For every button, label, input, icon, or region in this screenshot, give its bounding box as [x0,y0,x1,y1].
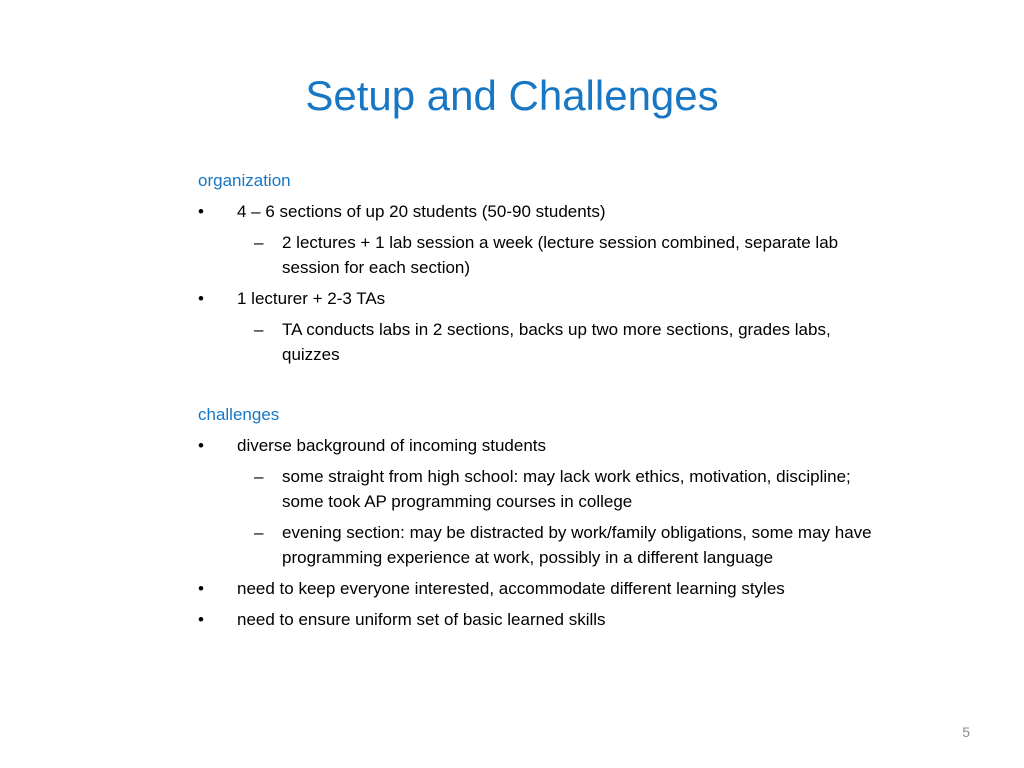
bullet-icon: • [198,436,204,455]
bullet-item [198,199,888,224]
slide-title: Setup and Challenges [305,72,719,119]
section-spacer [198,373,888,402]
bullet-text: need to ensure uniform set of basic learned skills [237,610,606,629]
dash-icon: – [254,233,264,252]
dash-icon: – [254,523,264,542]
section-challenges [198,402,888,632]
bullet-item [198,607,888,632]
section-organization [198,168,888,367]
sub-bullet-text: TA conducts labs in 2 sections, backs up two more sections, grades labs, quizzes [282,320,831,364]
sub-bullet-text: 2 lectures + 1 lab session a week (lecture session combined, separate lab session for each section) [282,233,839,277]
sub-bullet-text: evening section: may be distracted by work/family obligations, some may have programming experience at work, possibly in a different language [282,523,872,567]
bullet-text: 1 lecturer + 2-3 TAs [237,289,386,308]
bullet-item [198,433,888,458]
bullet-icon: • [198,202,204,221]
bullet-text: 4 – 6 sections of up 20 students (50-90 students) [237,202,606,221]
bullet-icon: • [198,579,204,598]
slide-content [198,168,888,638]
sub-bullet-text: some straight from high school: may lack work ethics, motivation, discipline; some took AP programming courses in college [282,467,851,511]
bullet-icon: • [198,289,204,308]
bullet-item [198,286,888,311]
sub-bullet-item [198,317,888,367]
sub-bullet-item [198,520,888,570]
section-heading: challenges [198,405,280,424]
section-heading: organization [198,171,291,190]
bullet-icon: • [198,610,204,629]
bullet-text: need to keep everyone interested, accommodate different learning styles [237,579,785,598]
dash-icon: – [254,320,264,339]
bullet-item [198,576,888,601]
sub-bullet-item [198,230,888,280]
sub-bullet-item [198,464,888,514]
bullet-text: diverse background of incoming students [237,436,547,455]
page-number: 5 [962,724,970,740]
dash-icon: – [254,467,264,486]
